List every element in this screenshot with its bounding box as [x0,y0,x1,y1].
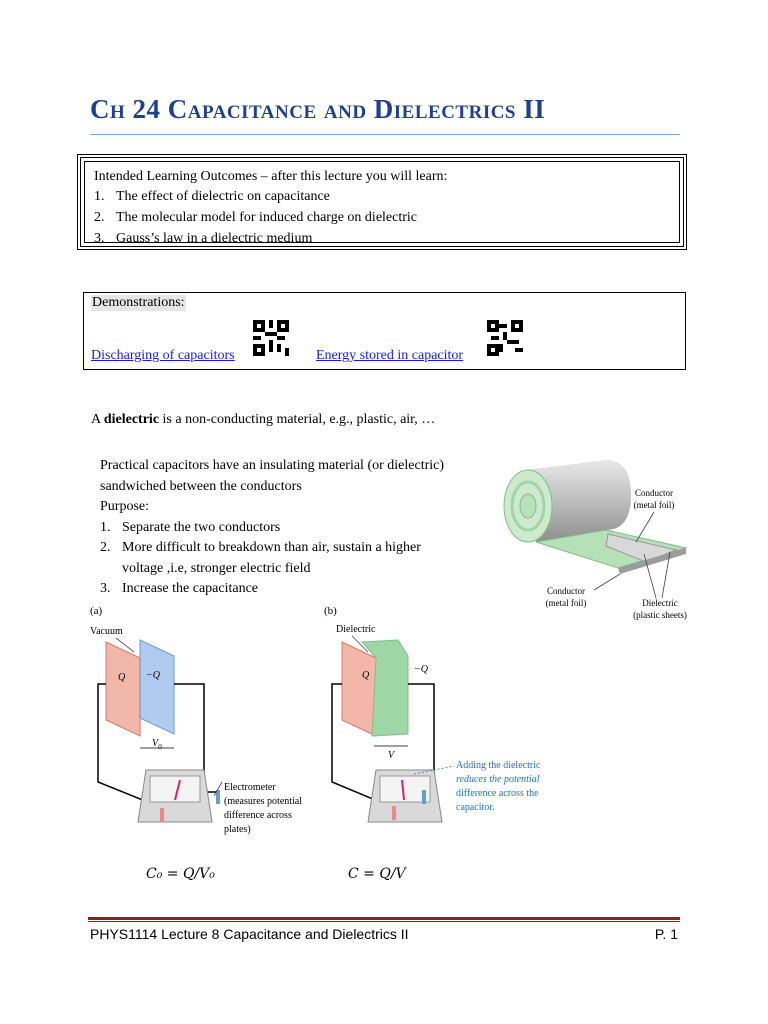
positive-terminal [160,808,164,822]
negative-terminal [422,790,426,804]
electrometer-desc: plates) [224,824,251,835]
dielectric-sublabel: (plastic sheets) [633,610,687,620]
dielectric-note: capacitor. [456,802,495,813]
outcome-text: Gauss’s law in a dielectric medium [116,231,313,246]
intro-prefix: A [91,412,104,427]
dielectric-note: Adding the dielectric [456,760,541,771]
positive-terminal [392,806,396,820]
title-rule [90,134,680,135]
purpose-number: 3. [100,581,111,596]
outcome-number: 2. [94,210,105,225]
energy-stored-capacitor-link[interactable]: Energy stored in capacitor [316,348,464,363]
panel-a-label: (a) [90,605,103,617]
charge-neg-q-label: −Q [146,670,160,681]
panel-b-label: (b) [324,605,337,617]
charge-q-label: Q [362,670,370,681]
outcome-text: The effect of dielectric on capacitance [116,189,330,204]
positive-plate [342,642,376,736]
roll-core [520,494,536,518]
purpose-text: More difficult to breakdown than air, sustain a higher [122,540,421,555]
qr-code-icon[interactable] [487,320,523,356]
practical-capacitors-text [100,456,490,600]
purpose-text: Increase the capacitance [122,581,259,596]
purpose-number: 2. [100,540,111,555]
purpose-heading: Purpose: [100,499,149,514]
purpose-text: Separate the two conductors [122,519,281,535]
purpose-number: 1. [100,519,111,535]
charge-q-label: Q [118,672,126,683]
discharging-capacitors-link[interactable]: Discharging of capacitors [91,348,235,363]
dielectric-term: dielectric [103,412,160,427]
outcome-text: The molecular model for induced charge on dielectric [116,210,417,225]
outcome-item [94,229,312,250]
learning-outcomes-inner [84,161,680,246]
rolled-capacitor-figure [496,450,696,625]
outcome-item [94,208,417,229]
qr-code-icon[interactable] [253,320,289,356]
positive-plate [106,642,140,736]
outcome-number: 3. [94,231,105,246]
dielectric-definition [91,410,435,431]
page-title: Ch 24 Capacitance and Dielectrics II [90,94,546,124]
learning-outcomes-heading: Intended Learning Outcomes – after this lecture you will learn: [94,169,448,184]
purpose-item [100,518,490,539]
equation-vacuum: C₀ = Q/V₀ [146,866,215,882]
conductor-bottom-sublabel: (metal foil) [545,598,587,608]
footer-course-title: PHYS1114 Lecture 8 Capacitance and Dielectrics II [90,926,409,942]
electrometer-desc: (measures potential [224,796,303,807]
dielectric-note: difference across the [456,788,539,799]
equation-dielectric: C = Q/V [348,866,406,882]
conductor-top-label: Conductor [635,488,673,498]
dielectric-note: reduces the potential [456,774,540,785]
conductor-bottom-leader [594,574,620,590]
v0-label: $V_0$ [152,738,162,751]
outcome-number: 1. [94,189,105,204]
figure-a-vacuum-capacitor [88,602,328,852]
purpose-item [100,538,490,559]
purpose-item [100,559,490,580]
v-label: V [388,750,395,761]
electrometer-label: Electrometer [224,782,276,793]
dielectric-label: Dielectric [642,598,678,608]
demonstrations-box [83,292,686,370]
purpose-item [100,579,490,600]
conductor-top-sublabel: (metal foil) [633,500,675,510]
practical-line: Practical capacitors have an insulating material (or dielectric) [100,458,445,473]
footer-rule [88,917,680,920]
intro-rest: is a non-conducting material, e.g., plastic, air, … [159,412,436,427]
charge-neg-q-label: −Q [414,664,428,675]
page-number: P. 1 [654,926,678,942]
electrometer-desc: difference across [224,810,292,821]
negative-plate [140,640,174,734]
dielectric-label: Dielectric [336,624,376,635]
outcome-item [94,187,330,208]
conductor-top-leader [636,512,654,542]
practical-line: sandwiched between the conductors [100,478,302,494]
figure-b-dielectric-capacitor [322,602,552,852]
purpose-text: voltage ,i.e, stronger electric field [122,560,311,576]
vacuum-label: Vacuum [90,626,123,637]
conductor-bottom-label: Conductor [547,586,585,596]
demonstrations-label: Demonstrations: [92,295,185,310]
footer-rule-thin [88,921,680,922]
learning-outcomes-box [77,154,687,250]
